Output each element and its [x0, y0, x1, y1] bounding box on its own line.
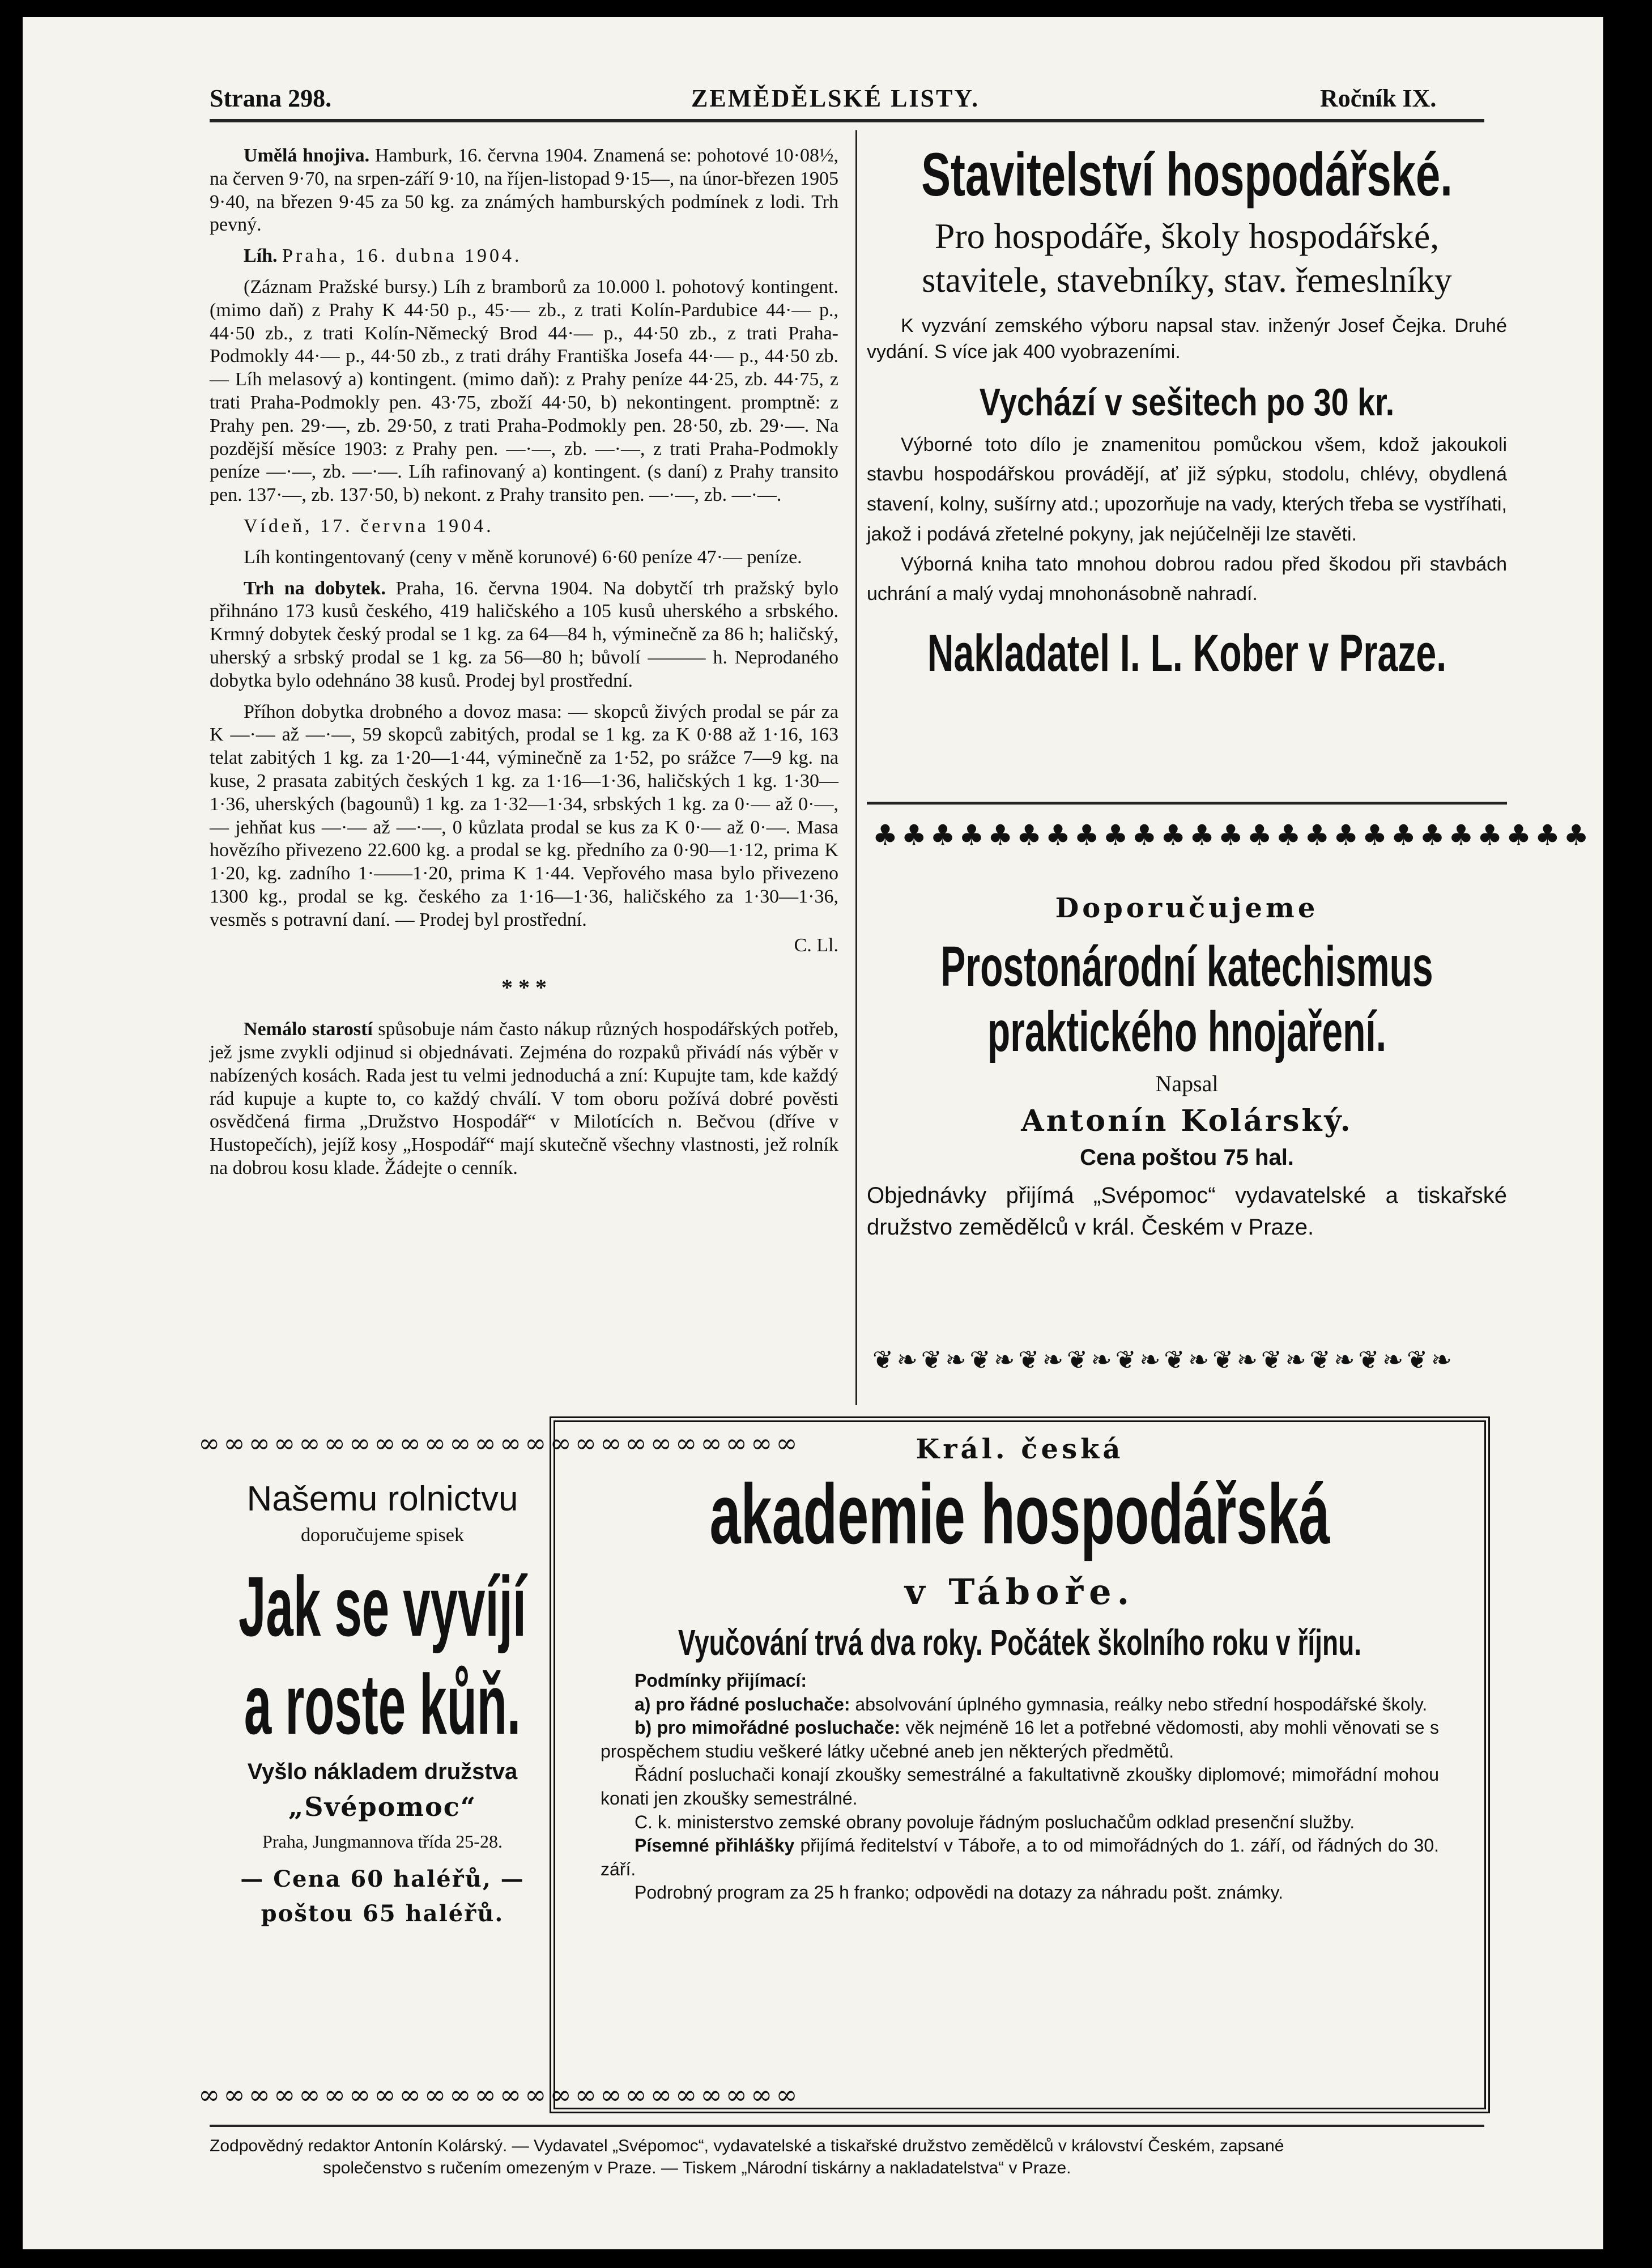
ad-horse-title1: Jak se vyvíjí: [239, 1559, 526, 1654]
scroll-ornament-row: ❦❧❦❧❦❧❦❧❦❧❦❧❦❧❦❧❦❧❦❧❦❧❦❧: [872, 1346, 1455, 1375]
ad-horse-coop: „Svépomoc“: [288, 1792, 477, 1822]
ad-construction-desc1: Výborné toto dílo je znamenitou pomůckou všem, kdož jakoukoli stavbu hospodářskou provádějí, ať již sýpku, stodolu, chlévy, obydlená stavení, kolny, sušírny atd.; upozorňuje na vady, kterých třeba se vystříhati, jakož i podává zřetelné pokyny, jak nejúčelněji lze stavěti.: [867, 433, 1507, 545]
worry-heading: Nemálo starostí: [244, 1019, 373, 1040]
ad-catechism-title1: Prostonárodní katechismus: [940, 935, 1433, 998]
ad-academy-ministry: C. k. ministerstvo zemské obrany povoluje řádným posluchačům odklad presenční služby.: [635, 1811, 1355, 1832]
ad-catechism-wrote: Napsal: [1155, 1071, 1219, 1096]
ad-academy-city: v Táboře.: [904, 1571, 1135, 1612]
ad-horse-price2: poštou 65 haléřů.: [261, 1900, 504, 1927]
footer-line2: společenstvo s ručením omezeným v Praze. — Tiskem „Národní tiskárny a nakladatelstva“ v Praze.: [323, 2159, 1071, 2177]
ad-construction-author: K vyzvání zemského výboru napsal stav. inženýr Josef Čejka. Druhé vydání. S více jak 400 vyobrazeními.: [867, 315, 1507, 363]
ad-academy-duration: Vyučování trvá dva roky. Počátek školního roku v říjnu.: [678, 1622, 1362, 1663]
cattle-heading: Trh na dobytek.: [244, 577, 386, 599]
ad-catechism-orders: Objednávky přijímá „Svépomoc“ vydavatelské a tiskařské družstvo zemědělců v král. Českém v Praze.: [867, 1183, 1507, 1240]
ad-academy-exams: Řádní posluchači konají zkoušky semestrálné a fakultativně zkoušky diplomové; mimořádní mohou konati jen zkoušky semestrálné.: [601, 1764, 1439, 1809]
ad-horse-address: Praha, Jungmannova třída 25-28.: [262, 1831, 503, 1852]
ad-horse-price1: — Cena 60 haléřů, —: [240, 1866, 525, 1892]
spirit-text: (Záznam Pražské bursy.) Líh z bramborů za 10.000 l. pohotový kontingent. (mimo daň) z Prahy K 44·50 p., 45·— zb., z trati Kolín-Pardubice 44·— p., 44·50 zb., z trati Kolín-Německý Brod 44·— p., 44·50 zb., z trati Praha-Podmokly 44·— p., 44·50 zb., z trati dráhy Františka Josefa 44·— p., 44·50 zb. — Líh melasový a) kontingent. (mimo daň): z Prahy peníze 44·25, zb. 44·75, z trati Praha-Podmokly pen. 43·75, zboží 44·50, b) nekontingent. promptně: z Prahy pen. 29·—, zb. 29·50, z trati Praha-Podmokly pen. 28·50, zb. 29·—. Na pozdější měsíce 1903: z Prahy pen. —·—, zb. —·—, z trati Praha-Podmokly peníze —·—, zb. —·—. Líh rafinovaný a) kontingent. (s daní) z Prahy transito pen. 137·—, zb. 137·50, b) nekont. z Prahy transito pen. —·—, zb. —·—.: [210, 276, 838, 506]
ad-academy: [601, 1433, 1439, 1905]
ad-academy-cond-head: Podmínky přijímací:: [635, 1670, 807, 1691]
footer-line1: Zodpovědný redaktor Antonín Kolárský. — Vydavatel „Svépomoc“, vydavatelské a tiskařské družstvo zemědělců v království Českém, zapsané: [210, 2137, 1284, 2155]
column-divider: [855, 130, 857, 1405]
ad-academy-apply-head: Písemné přihlášky: [635, 1835, 795, 1856]
fertilizer-text: Hamburk, 16. června 1904. Znamená se: pohotové 10·08½, na červen 9·70, na srpen-září 9·10, na říjen-listopad 9·15—, na únor-březen 1905 9·40, na březen 9·45 za 50 kg. za známých hamburských podmínek z lodi. Trh pevný.: [210, 145, 839, 236]
page-number: Strana 298.: [210, 84, 332, 112]
small-livestock-text: Příhon dobytka drobného a dovoz masa: — skopců živých prodal se pár za K —·— až —·—, 59 skopců zabitých, prodal se 1 kg. za K 0·88 až 1·16, 163 telat zabitých 1 kg. za 1·20—1·44, výminečně za 1·52, po srážce 7—9 kg. na kuse, 2 prasata zabitých českých 1 kg. za 1·16—1·36, haličských 1 kg. 1·30—1·36, uherských (bagounů) 1 kg. za 1·32—1·34, srbských 1 kg. za 0·— až 0·—, — jehňat kus —·— až —·—, 0 kůzlata prodal se kus za K 0·— až 0·—. Masa hovězího přivezeno 22.600 kg. a prodal se kg. předního za 0·90—1·12, prima K 1·20, kg. zadního 1·——1·20, prima K 1·44. Vepřového masa bylo přivezeno 1300 kg., prodal se kg. českého za 1·16—1·36, haličského za 1·30—1·36, vesměs s potravní daní. — Prodej byl prostřední.: [210, 701, 838, 930]
worry-text: spůsobuje nám často nákup různých hospodářských potřeb, jež jsme zvykli odjinud si objednávati. Zejména do rozpaků přivádí nás výběr v nabízených kosách. Rada jest tu velmi jednoduchá a zní: Kupujte tam, kde každý rád kupuje a kupte to, co každý chválí. V tom oboru požívá dobré pověsti osvědčená firma „Družstvo Hospodář“ v Milotících n. Bečvou (dříve v Hustopečích), jejíž kosy „Hospodář“ mají skutečně všechny vlastnosti, jež rolník na dobrou kosu klade. Žádejte o cenník.: [210, 1019, 838, 1179]
vienna-place: Vídeň, 17. června 1904.: [244, 515, 494, 537]
ad-construction-issue: Vychází v sešitech po 30 kr.: [979, 380, 1395, 424]
left-column: [210, 144, 838, 1188]
ad-academy-cond-a: absolvování úplného gymnasia, reálky nebo střední hospodářské školy.: [855, 1693, 1428, 1714]
signature: C. Ll.: [794, 934, 838, 956]
vienna-text: Líh kontingentovaný (ceny v měně korunové) 6·60 peníze 47·— peníze.: [244, 546, 802, 568]
ad-horse-recommend: doporučujeme spisek: [301, 1525, 464, 1546]
tree-ornament-row: ♣♣♣♣♣♣♣♣♣♣♣♣♣♣♣♣♣♣♣♣♣♣♣♣♣: [872, 819, 1593, 852]
ad-construction-desc2: Výborná kniha tato mnohou dobrou radou před škodou při stavbách uchrání a malý vydaj mnohonásobně nahradí.: [867, 553, 1507, 605]
ad-construction: [867, 139, 1507, 683]
header-rule: [210, 119, 1484, 122]
ad-construction-title: Stavitelství hospodářské.: [921, 140, 1453, 208]
newspaper-page: [23, 17, 1603, 2249]
spirit-place: Praha, 16. dubna 1904.: [282, 245, 522, 267]
ad-horse-published: Vyšlo nákladem družstva: [247, 1759, 518, 1784]
ad-academy-program: Podrobný program za 25 h franko; odpovědi na dotazy za náhradu pošt. známky.: [635, 1882, 1283, 1903]
ad-academy-cond-a-head: a) pro řádné posluchače:: [635, 1693, 850, 1714]
ad-horse-to-farmers: Našemu rolnictvu: [246, 1479, 518, 1518]
section-stars: * * *: [501, 975, 547, 1001]
paper-title: ZEMĚDĚLSKÉ LISTY.: [691, 84, 980, 112]
ad-catechism-author: Antonín Kolárský.: [1021, 1104, 1353, 1138]
ad-academy-title: akademie hospodářská: [709, 1466, 1330, 1561]
ad-academy-cond-b: věk nejméně 16 let a potřebné vědomosti, aby mohli věnovati se s prospěchem studiu veškeré látky učebné aneb jen některých předmětů.: [601, 1717, 1440, 1761]
fertilizer-heading: Umělá hnojiva.: [244, 145, 370, 166]
footer-rule: [210, 2125, 1484, 2127]
ad-horse-title2: a roste kůň.: [244, 1657, 521, 1752]
ad-catechism-price: Cena poštou 75 hal.: [1080, 1145, 1294, 1170]
ad-catechism-recommend: Doporučujeme: [1055, 892, 1319, 924]
ad-academy-cond-b-head: b) pro mimořádné posluchače:: [635, 1717, 901, 1738]
chain-ornament-bottom: ∞∞∞∞∞∞∞∞∞∞∞∞∞∞∞∞∞∞∞∞∞∞∞∞: [198, 2079, 801, 2110]
ad-academy-apply: přijímá ředitelství v Táboře, a to od mimořádných do 1. září, od řádných do 30. září.: [601, 1835, 1440, 1879]
footer: [210, 2135, 1484, 2179]
ad-construction-sub2: stavitele, stavebníky, stav. řemeslníky: [922, 261, 1452, 300]
ad-horse: [198, 1479, 567, 1927]
chain-ornament-top: ∞∞∞∞∞∞∞∞∞∞∞∞∞∞∞∞∞∞∞∞∞∞∞∞: [198, 1428, 801, 1458]
ad-construction-sub1: Pro hospodáře, školy hospodářské,: [934, 216, 1440, 256]
cattle-text: Praha, 16. června 1904. Na dobytčí trh pražský bylo přihnáno 173 kusů českého, 419 haličského a 105 kusů uherského a srbského. Krmný dobytek český prodal se 1 kg. za 64—84 h, výminečně za 86 h; haličský, uherský a srbský prodal se 1 kg. za 56—80 h; bůvolí ——— h. Neprodaného dobytka bylo odehnáno 38 kusů. Prodej byl prostřední.: [210, 577, 838, 691]
spirit-heading: Líh.: [244, 245, 278, 267]
ad-rule-1: [867, 802, 1507, 805]
ad-academy-royal: Král. česká: [916, 1433, 1124, 1465]
volume-number: Ročník IX.: [1320, 84, 1437, 112]
ad-catechism-title2: praktického hnojaření.: [987, 1000, 1387, 1063]
ad-catechism: [867, 892, 1507, 1243]
ad-construction-publisher: Nakladatel I. L. Kober v Praze.: [927, 624, 1447, 682]
